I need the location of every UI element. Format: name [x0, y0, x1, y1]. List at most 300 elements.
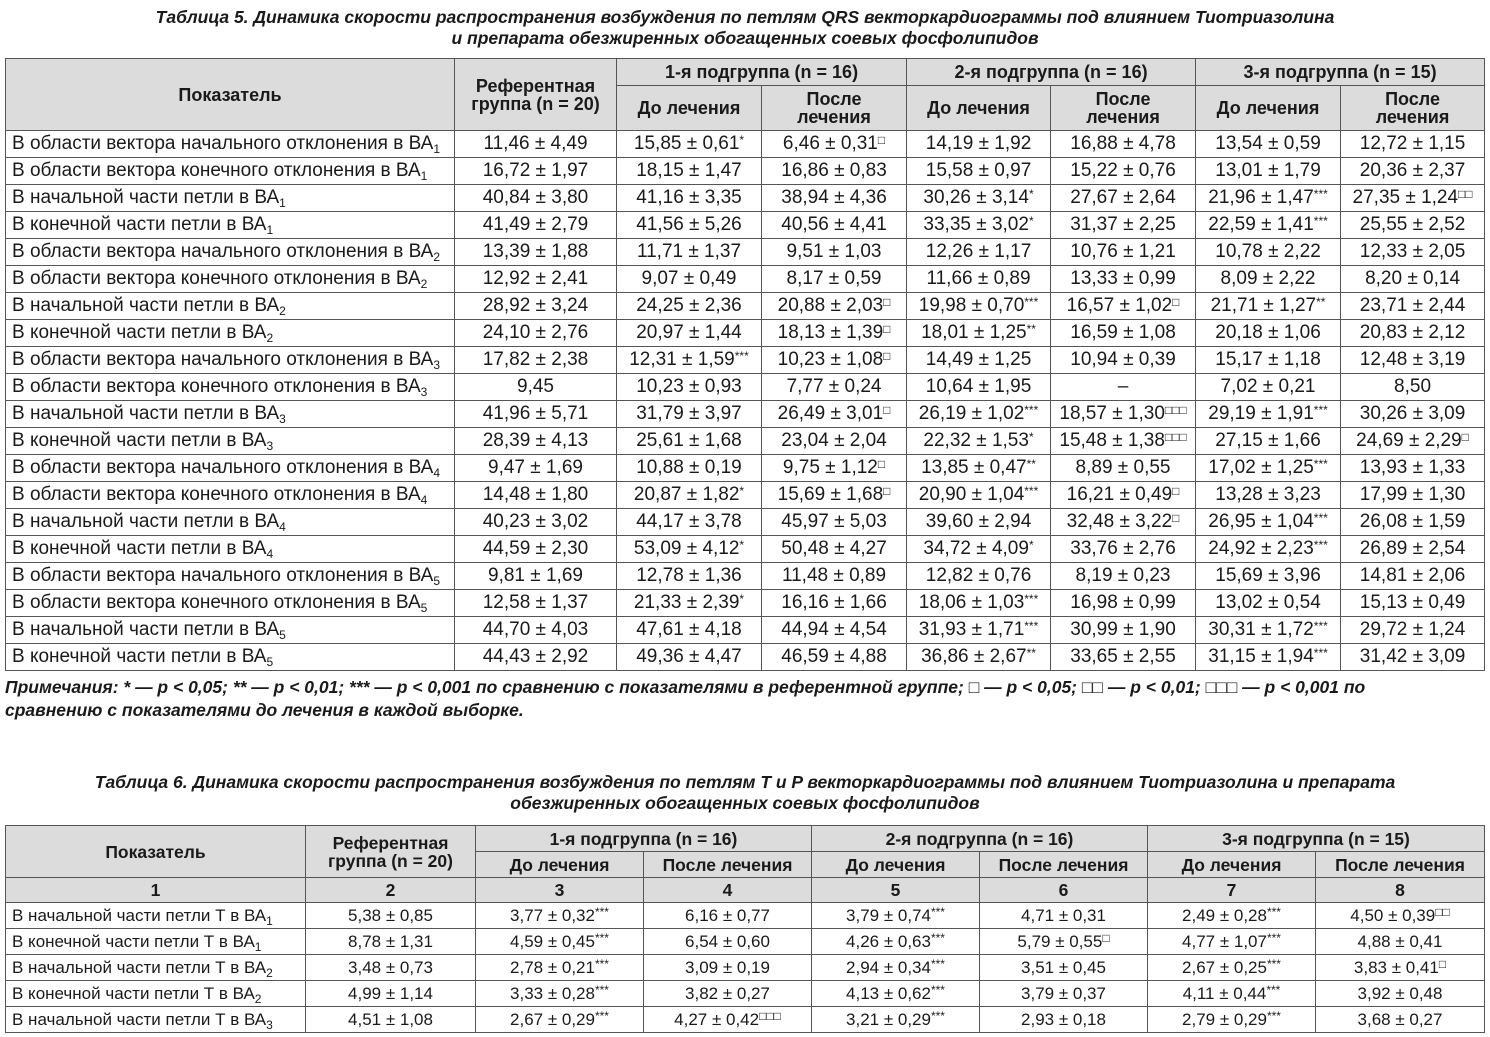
- value-cell: 9,75 ± 1,12□: [762, 455, 907, 482]
- significance-mark: ***: [1313, 187, 1328, 201]
- value-cell: 17,02 ± 1,25***: [1196, 455, 1341, 482]
- row-label: В конечной части петли в $ВА_1$: [6, 212, 455, 239]
- row-label: В области вектора конечного отклонения в $ВА_2$: [6, 266, 455, 293]
- row-label: В конечной части петли в $ВА_3$: [6, 428, 455, 455]
- value-cell: 31,93 ± 1,71***: [907, 617, 1051, 644]
- value-cell: 31,15 ± 1,94***: [1196, 644, 1341, 671]
- t6-header-after: После лечения: [644, 852, 812, 878]
- row-label: В конечной части петли в $ВА_4$: [6, 536, 455, 563]
- significance-mark: ***: [594, 982, 609, 997]
- significance-mark: *: [739, 592, 745, 606]
- significance-mark: *: [1028, 214, 1034, 228]
- value-cell: 15,69 ± 1,68□: [762, 482, 907, 509]
- t5-header-before: До лечения: [1196, 86, 1341, 131]
- value-cell: 8,50: [1341, 374, 1485, 401]
- value-cell: 26,08 ± 1,59: [1341, 509, 1485, 536]
- table-row: [6, 293, 1485, 320]
- value-cell: 33,35 ± 3,02*: [907, 212, 1051, 239]
- significance-mark: ***: [930, 930, 945, 945]
- value-cell: 10,78 ± 2,22: [1196, 239, 1341, 266]
- table6-caption: [0, 772, 1490, 814]
- significance-mark: ***: [1313, 646, 1328, 660]
- value-cell: 6,16 ± 0,77: [644, 903, 812, 929]
- value-cell: 25,55 ± 2,52: [1341, 212, 1485, 239]
- value-cell: 29,19 ± 1,91***: [1196, 401, 1341, 428]
- significance-mark: □□□: [1164, 430, 1187, 444]
- value-cell: 29,72 ± 1,24: [1341, 617, 1485, 644]
- significance-mark: ***: [1024, 403, 1039, 417]
- value-cell: 4,77 ± 1,07***: [1148, 929, 1316, 955]
- significance-mark: ***: [594, 930, 609, 945]
- value-cell: 20,36 ± 2,37: [1341, 158, 1485, 185]
- t5-header-after: После лечения: [762, 86, 907, 131]
- value-cell: 2,93 ± 0,18: [980, 1007, 1148, 1033]
- table-row: [6, 131, 1485, 158]
- value-cell: 14,48 ± 1,80: [455, 482, 617, 509]
- table-row: [6, 185, 1485, 212]
- value-cell: 15,85 ± 0,61*: [617, 131, 762, 158]
- value-cell: 10,64 ± 1,95: [907, 374, 1051, 401]
- row-label: В области вектора начального отклонения в $ВА_5$: [6, 563, 455, 590]
- value-cell: 30,26 ± 3,09: [1341, 401, 1485, 428]
- row-label: В области вектора начального отклонения в $ВА_4$: [6, 455, 455, 482]
- value-cell: 9,51 ± 1,03: [762, 239, 907, 266]
- value-cell: 2,94 ± 0,34***: [812, 955, 980, 981]
- value-cell: 2,78 ± 0,21***: [476, 955, 644, 981]
- value-cell: 11,48 ± 0,89: [762, 563, 907, 590]
- value-cell: 15,58 ± 0,97: [907, 158, 1051, 185]
- value-cell: 8,78 ± 1,31: [306, 929, 476, 955]
- value-cell: 20,88 ± 2,03□: [762, 293, 907, 320]
- value-cell: 2,67 ± 0,29***: [476, 1007, 644, 1033]
- value-cell: 4,26 ± 0,63***: [812, 929, 980, 955]
- value-cell: 20,87 ± 1,82*: [617, 482, 762, 509]
- value-cell: 10,94 ± 0,39: [1051, 347, 1196, 374]
- value-cell: 39,60 ± 2,94: [907, 509, 1051, 536]
- value-cell: 10,23 ± 1,08□: [762, 347, 907, 374]
- value-cell: 47,61 ± 4,18: [617, 617, 762, 644]
- value-cell: 31,42 ± 3,09: [1341, 644, 1485, 671]
- value-cell: 11,66 ± 0,89: [907, 266, 1051, 293]
- value-cell: 30,26 ± 3,14*: [907, 185, 1051, 212]
- significance-mark: *: [1028, 538, 1034, 552]
- value-cell: 28,92 ± 3,24: [455, 293, 617, 320]
- significance-mark: ***: [734, 349, 749, 363]
- significance-mark: ***: [1266, 1008, 1281, 1023]
- value-cell: 12,58 ± 1,37: [455, 590, 617, 617]
- significance-mark: ***: [930, 1008, 945, 1023]
- row-label: В начальной части петли Т в $ВА_2$: [6, 955, 306, 981]
- row-label: В области вектора начального отклонения в $ВА_1$: [6, 131, 455, 158]
- t6-column-number: 2: [306, 878, 476, 903]
- significance-mark: ***: [930, 904, 945, 919]
- value-cell: 15,22 ± 0,76: [1051, 158, 1196, 185]
- t6-header-before: До лечения: [812, 852, 980, 878]
- value-cell: 53,09 ± 4,12*: [617, 536, 762, 563]
- significance-mark: ***: [1266, 982, 1281, 997]
- value-cell: 13,02 ± 0,54: [1196, 590, 1341, 617]
- value-cell: 6,46 ± 0,31□: [762, 131, 907, 158]
- t5-header-group2: 2-я подгруппа (n = 16): [907, 59, 1196, 86]
- table-row: [6, 981, 1485, 1007]
- significance-mark: ***: [1024, 295, 1039, 309]
- value-cell: 4,59 ± 0,45***: [476, 929, 644, 955]
- significance-mark: □: [1102, 930, 1110, 945]
- significance-mark: ***: [1024, 592, 1039, 606]
- value-cell: 5,79 ± 0,55□: [980, 929, 1148, 955]
- value-cell: 16,72 ± 1,97: [455, 158, 617, 185]
- value-cell: 32,48 ± 3,22□: [1051, 509, 1196, 536]
- value-cell: 15,17 ± 1,18: [1196, 347, 1341, 374]
- value-cell: 44,43 ± 2,92: [455, 644, 617, 671]
- value-cell: 12,78 ± 1,36: [617, 563, 762, 590]
- value-cell: 13,01 ± 1,79: [1196, 158, 1341, 185]
- value-cell: 13,39 ± 1,88: [455, 239, 617, 266]
- value-cell: 8,20 ± 0,14: [1341, 266, 1485, 293]
- significance-mark: □: [883, 403, 891, 417]
- value-cell: 30,99 ± 1,90: [1051, 617, 1196, 644]
- significance-mark: *: [739, 538, 745, 552]
- table-row: [6, 266, 1485, 293]
- value-cell: 4,99 ± 1,14: [306, 981, 476, 1007]
- value-cell: 33,76 ± 2,76: [1051, 536, 1196, 563]
- value-cell: 11,46 ± 4,49: [455, 131, 617, 158]
- row-label: В области вектора начального отклонения в $ВА_3$: [6, 347, 455, 374]
- value-cell: 3,82 ± 0,27: [644, 981, 812, 1007]
- value-cell: 24,69 ± 2,29□: [1341, 428, 1485, 455]
- significance-mark: □: [1461, 430, 1469, 444]
- value-cell: 18,06 ± 1,03***: [907, 590, 1051, 617]
- t6-header-before: До лечения: [1148, 852, 1316, 878]
- value-cell: 49,36 ± 4,47: [617, 644, 762, 671]
- table-row: [6, 617, 1485, 644]
- value-cell: 10,88 ± 0,19: [617, 455, 762, 482]
- value-cell: 3,51 ± 0,45: [980, 955, 1148, 981]
- value-cell: 44,70 ± 4,03: [455, 617, 617, 644]
- value-cell: 41,96 ± 5,71: [455, 401, 617, 428]
- table5: [5, 58, 1485, 671]
- table6-body: [6, 903, 1485, 1033]
- value-cell: 40,56 ± 4,41: [762, 212, 907, 239]
- value-cell: 3,77 ± 0,32***: [476, 903, 644, 929]
- table-row: [6, 563, 1485, 590]
- table6-caption-line1: Таблица 6. Динамика скорости распространения возбуждения по петлям T и P векторкардиограммы под влиянием Тиотриазолина и препарата: [94, 772, 1396, 792]
- value-cell: 41,16 ± 3,35: [617, 185, 762, 212]
- value-cell: 18,57 ± 1,30□□□: [1051, 401, 1196, 428]
- significance-mark: ***: [594, 904, 609, 919]
- value-cell: 9,07 ± 0,49: [617, 266, 762, 293]
- value-cell: 26,95 ± 1,04***: [1196, 509, 1341, 536]
- t6-header-reference: Референтная группа (n = 20): [306, 826, 476, 878]
- value-cell: 45,97 ± 5,03: [762, 509, 907, 536]
- significance-mark: □□: [1458, 187, 1473, 201]
- t6-column-number: 1: [6, 878, 306, 903]
- significance-mark: ***: [1266, 904, 1281, 919]
- t6-column-number: 6: [980, 878, 1148, 903]
- value-cell: 26,49 ± 3,01□: [762, 401, 907, 428]
- t5-header-before: До лечения: [907, 86, 1051, 131]
- value-cell: 14,81 ± 2,06: [1341, 563, 1485, 590]
- value-cell: 40,23 ± 3,02: [455, 509, 617, 536]
- value-cell: 6,54 ± 0,60: [644, 929, 812, 955]
- t6-header-group3: 3-я подгруппа (n = 15): [1148, 826, 1485, 852]
- t5-header-before: До лечения: [617, 86, 762, 131]
- row-label: В конечной части петли в $ВА_2$: [6, 320, 455, 347]
- value-cell: 18,01 ± 1,25**: [907, 320, 1051, 347]
- table-row: [6, 955, 1485, 981]
- value-cell: 4,71 ± 0,31: [980, 903, 1148, 929]
- table5-caption-line1: Таблица 5. Динамика скорости распространения возбуждения по петлям QRS векторкардиограммы под влиянием Тиотриазолина: [155, 7, 1335, 27]
- value-cell: 38,94 ± 4,36: [762, 185, 907, 212]
- value-cell: 2,49 ± 0,28***: [1148, 903, 1316, 929]
- table5-caption-line2: и препарата обезжиренных обогащенных соевых фосфолипидов: [451, 28, 1039, 48]
- value-cell: 12,72 ± 1,15: [1341, 131, 1485, 158]
- t6-header-indicator: Показатель: [6, 826, 306, 878]
- value-cell: 15,48 ± 1,38□□□: [1051, 428, 1196, 455]
- significance-mark: ***: [1313, 214, 1328, 228]
- value-cell: 9,45: [455, 374, 617, 401]
- value-cell: 13,33 ± 0,99: [1051, 266, 1196, 293]
- value-cell: 4,51 ± 1,08: [306, 1007, 476, 1033]
- row-label: В области вектора конечного отклонения в $ВА_4$: [6, 482, 455, 509]
- value-cell: 3,21 ± 0,29***: [812, 1007, 980, 1033]
- value-cell: 13,93 ± 1,33: [1341, 455, 1485, 482]
- significance-mark: □: [1172, 484, 1180, 498]
- table-row: [6, 482, 1485, 509]
- table-row: [6, 1007, 1485, 1033]
- t6-header-after: После лечения: [980, 852, 1148, 878]
- t5-header-group3: 3-я подгруппа (n = 15): [1196, 59, 1485, 86]
- row-label: В области вектора конечного отклонения в $ВА_5$: [6, 590, 455, 617]
- significance-mark: *: [1028, 187, 1034, 201]
- value-cell: 36,86 ± 2,67**: [907, 644, 1051, 671]
- value-cell: 25,61 ± 1,68: [617, 428, 762, 455]
- table-row: [6, 401, 1485, 428]
- table-row: [6, 455, 1485, 482]
- value-cell: 23,71 ± 2,44: [1341, 293, 1485, 320]
- table-row: [6, 903, 1485, 929]
- value-cell: 7,02 ± 0,21: [1196, 374, 1341, 401]
- value-cell: 40,84 ± 3,80: [455, 185, 617, 212]
- table6: [5, 825, 1485, 1033]
- t6-header-before: До лечения: [476, 852, 644, 878]
- t6-header-group1: 1-я подгруппа (n = 16): [476, 826, 812, 852]
- value-cell: 3,83 ± 0,41□: [1316, 955, 1485, 981]
- value-cell: 10,23 ± 0,93: [617, 374, 762, 401]
- significance-mark: *: [739, 133, 745, 147]
- significance-mark: **: [1316, 295, 1326, 309]
- value-cell: 28,39 ± 4,13: [455, 428, 617, 455]
- t6-header-after: После лечения: [1316, 852, 1485, 878]
- t6-column-number: 4: [644, 878, 812, 903]
- value-cell: 24,25 ± 2,36: [617, 293, 762, 320]
- significance-mark: *: [1028, 430, 1034, 444]
- significance-mark: ***: [1266, 930, 1281, 945]
- value-cell: 4,88 ± 0,41: [1316, 929, 1485, 955]
- value-cell: 15,69 ± 3,96: [1196, 563, 1341, 590]
- significance-mark: □: [1172, 511, 1180, 525]
- value-cell: 27,15 ± 1,66: [1196, 428, 1341, 455]
- value-cell: 12,31 ± 1,59***: [617, 347, 762, 374]
- value-cell: 12,26 ± 1,17: [907, 239, 1051, 266]
- t5-header-group1: 1-я подгруппа (n = 16): [617, 59, 907, 86]
- value-cell: 41,56 ± 5,26: [617, 212, 762, 239]
- value-cell: 2,79 ± 0,29***: [1148, 1007, 1316, 1033]
- value-cell: 9,47 ± 1,69: [455, 455, 617, 482]
- row-label: В начальной части петли в $ВА_2$: [6, 293, 455, 320]
- significance-mark: *: [739, 484, 745, 498]
- value-cell: 11,71 ± 1,37: [617, 239, 762, 266]
- significance-mark: □□: [1435, 904, 1450, 919]
- value-cell: 21,71 ± 1,27**: [1196, 293, 1341, 320]
- significance-mark: □: [1438, 956, 1447, 971]
- value-cell: 14,19 ± 1,92: [907, 131, 1051, 158]
- row-label: В начальной части петли в $ВА_1$: [6, 185, 455, 212]
- value-cell: 13,85 ± 0,47**: [907, 455, 1051, 482]
- value-cell: 9,81 ± 1,69: [455, 563, 617, 590]
- value-cell: 20,90 ± 1,04***: [907, 482, 1051, 509]
- significance-mark: □: [883, 322, 891, 336]
- value-cell: 17,99 ± 1,30: [1341, 482, 1485, 509]
- table5-body: [6, 131, 1485, 671]
- value-cell: 10,76 ± 1,21: [1051, 239, 1196, 266]
- value-cell: 3,68 ± 0,27: [1316, 1007, 1485, 1033]
- t5-header-indicator: Показатель: [6, 59, 455, 131]
- significance-mark: ***: [594, 956, 609, 971]
- significance-mark: ***: [1313, 403, 1328, 417]
- value-cell: 24,92 ± 2,23***: [1196, 536, 1341, 563]
- row-label: В области вектора конечного отклонения в $ВА_3$: [6, 374, 455, 401]
- value-cell: 17,82 ± 2,38: [455, 347, 617, 374]
- table-row: [6, 347, 1485, 374]
- significance-mark: □: [877, 457, 886, 471]
- value-cell: 18,13 ± 1,39□: [762, 320, 907, 347]
- value-cell: 22,59 ± 1,41***: [1196, 212, 1341, 239]
- value-cell: 15,13 ± 0,49: [1341, 590, 1485, 617]
- value-cell: 5,38 ± 0,85: [306, 903, 476, 929]
- value-cell: 31,37 ± 2,25: [1051, 212, 1196, 239]
- significance-mark: **: [1026, 457, 1036, 471]
- significance-mark: □: [877, 133, 886, 147]
- significance-mark: □: [883, 484, 891, 498]
- row-label: В начальной части петли в $ВА_5$: [6, 617, 455, 644]
- table-row: [6, 929, 1485, 955]
- row-label: В конечной части петли в $ВА_5$: [6, 644, 455, 671]
- table-row: [6, 536, 1485, 563]
- significance-mark: ***: [930, 956, 945, 971]
- significance-mark: ***: [1313, 538, 1328, 552]
- value-cell: 19,98 ± 0,70***: [907, 293, 1051, 320]
- row-label: В начальной части петли Т в $ВА_1$: [6, 903, 306, 929]
- table-row: [6, 239, 1485, 266]
- value-cell: 44,94 ± 4,54: [762, 617, 907, 644]
- row-label: В начальной части петли Т в $ВА_3$: [6, 1007, 306, 1033]
- row-label: В начальной части петли в $ВА_3$: [6, 401, 455, 428]
- value-cell: 4,13 ± 0,62***: [812, 981, 980, 1007]
- t6-column-number: 3: [476, 878, 644, 903]
- value-cell: 18,15 ± 1,47: [617, 158, 762, 185]
- value-cell: 4,27 ± 0,42□□□: [644, 1007, 812, 1033]
- significance-mark: □: [883, 295, 891, 309]
- table-row: [6, 158, 1485, 185]
- significance-mark: ***: [930, 982, 945, 997]
- t6-column-number: 8: [1316, 878, 1485, 903]
- value-cell: 31,79 ± 3,97: [617, 401, 762, 428]
- value-cell: 41,49 ± 2,79: [455, 212, 617, 239]
- value-cell: 4,50 ± 0,39□□: [1316, 903, 1485, 929]
- value-cell: 3,09 ± 0,19: [644, 955, 812, 981]
- value-cell: 16,98 ± 0,99: [1051, 590, 1196, 617]
- value-cell: 20,18 ± 1,06: [1196, 320, 1341, 347]
- significance-mark: ***: [1266, 956, 1281, 971]
- significance-mark: □: [1172, 295, 1180, 309]
- value-cell: 3,48 ± 0,73: [306, 955, 476, 981]
- table5-note-line1: Примечания: * — p < 0,05; ** — p < 0,01; *** — p < 0,001 по сравнению с показателями в референтной группе; □ — p < 0,05; □□ — p < 0,01; □□□ — p < 0,001 по: [5, 677, 1366, 697]
- value-cell: 22,32 ± 1,53*: [907, 428, 1051, 455]
- value-cell: 34,72 ± 4,09*: [907, 536, 1051, 563]
- value-cell: 4,11 ± 0,44***: [1148, 981, 1316, 1007]
- table-row: [6, 212, 1485, 239]
- value-cell: 20,83 ± 2,12: [1341, 320, 1485, 347]
- value-cell: 46,59 ± 4,88: [762, 644, 907, 671]
- value-cell: 13,28 ± 3,23: [1196, 482, 1341, 509]
- significance-mark: ***: [1313, 457, 1328, 471]
- significance-mark: ***: [1313, 511, 1328, 525]
- value-cell: 26,19 ± 1,02***: [907, 401, 1051, 428]
- table-row: [6, 428, 1485, 455]
- value-cell: 16,88 ± 4,78: [1051, 131, 1196, 158]
- significance-mark: ***: [1024, 619, 1039, 633]
- value-cell: 3,79 ± 0,74***: [812, 903, 980, 929]
- value-cell: 16,16 ± 1,66: [762, 590, 907, 617]
- value-cell: 3,79 ± 0,37: [980, 981, 1148, 1007]
- value-cell: 8,89 ± 0,55: [1051, 455, 1196, 482]
- value-cell: –: [1051, 374, 1196, 401]
- significance-mark: ***: [1024, 484, 1039, 498]
- table6-caption-line2: обезжиренных обогащенных соевых фосфолипидов: [510, 793, 980, 813]
- t5-header-after: После лечения: [1341, 86, 1485, 131]
- significance-mark: □: [883, 349, 891, 363]
- significance-mark: **: [1026, 322, 1036, 336]
- value-cell: 12,33 ± 2,05: [1341, 239, 1485, 266]
- value-cell: 27,35 ± 1,24□□: [1341, 185, 1485, 212]
- row-label: В области вектора конечного отклонения в $ВА_1$: [6, 158, 455, 185]
- value-cell: 26,89 ± 2,54: [1341, 536, 1485, 563]
- value-cell: 12,92 ± 2,41: [455, 266, 617, 293]
- value-cell: 14,49 ± 1,25: [907, 347, 1051, 374]
- value-cell: 50,48 ± 4,27: [762, 536, 907, 563]
- t6-column-number: 5: [812, 878, 980, 903]
- significance-mark: ***: [594, 1008, 609, 1023]
- value-cell: 13,54 ± 0,59: [1196, 131, 1341, 158]
- value-cell: 33,65 ± 2,55: [1051, 644, 1196, 671]
- significance-mark: □□□: [1164, 403, 1187, 417]
- value-cell: 3,33 ± 0,28***: [476, 981, 644, 1007]
- table-row: [6, 644, 1485, 671]
- value-cell: 8,09 ± 2,22: [1196, 266, 1341, 293]
- t6-header-group2: 2-я подгруппа (n = 16): [812, 826, 1148, 852]
- value-cell: 21,33 ± 2,39*: [617, 590, 762, 617]
- value-cell: 3,92 ± 0,48: [1316, 981, 1485, 1007]
- value-cell: 16,59 ± 1,08: [1051, 320, 1196, 347]
- table5-caption: [0, 7, 1490, 49]
- value-cell: 23,04 ± 2,04: [762, 428, 907, 455]
- value-cell: 12,48 ± 3,19: [1341, 347, 1485, 374]
- table-row: [6, 509, 1485, 536]
- value-cell: 7,77 ± 0,24: [762, 374, 907, 401]
- row-label: В начальной части петли в $ВА_4$: [6, 509, 455, 536]
- value-cell: 16,57 ± 1,02□: [1051, 293, 1196, 320]
